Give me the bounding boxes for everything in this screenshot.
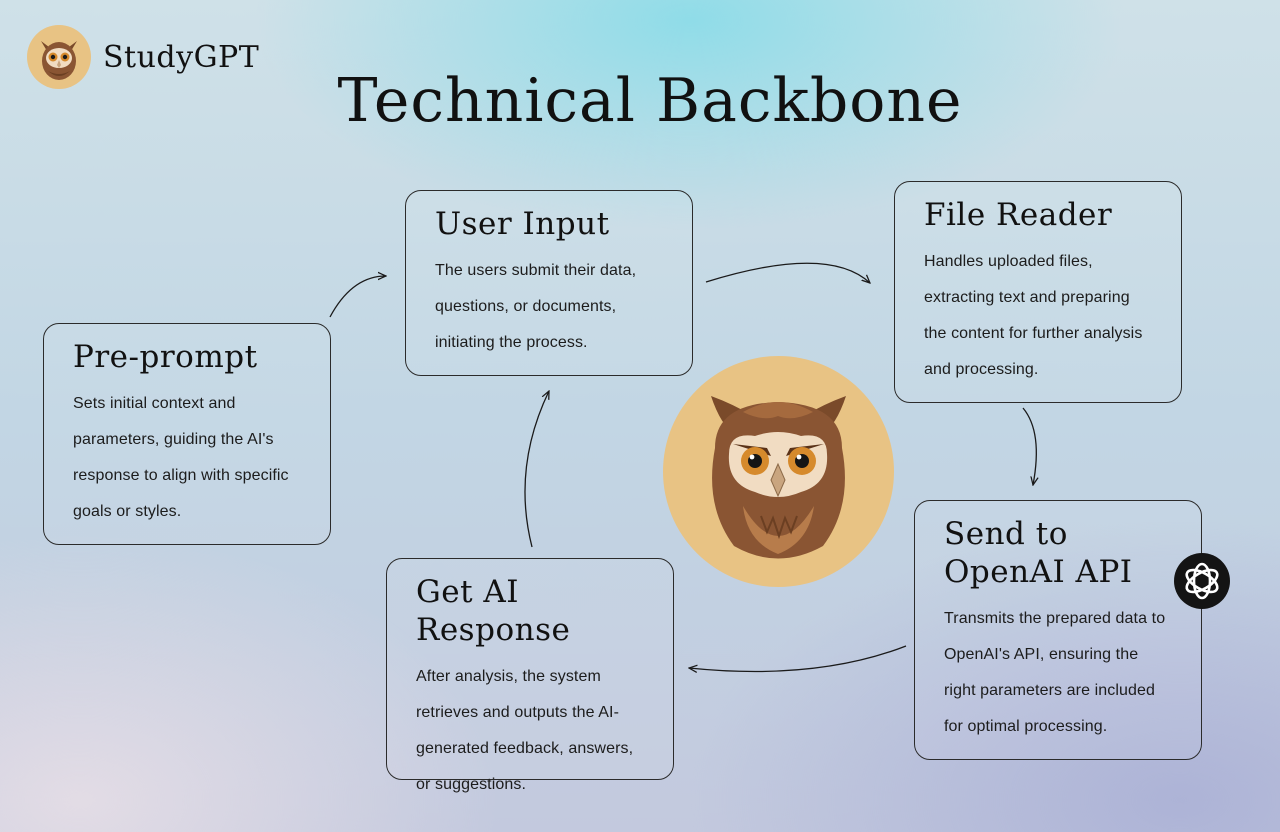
node-user-input [405,190,693,376]
node-title: Pre-prompt [73,339,258,375]
node-description: Handles uploaded files, extracting text and preparing the content for further analysis and processing. [924,253,1143,378]
page-title: Technical Backbone [337,66,963,136]
node-title: Get AI Response [416,574,571,648]
arrow-filereader-to-openai [1023,408,1036,485]
owl-mascot-icon [663,356,894,587]
node-title: User Input [435,206,610,242]
node-description: Transmits the prepared data to OpenAI's API, ensuring the right parameters are included for optimal processing. [944,610,1166,735]
node-get-ai-response [386,558,674,793]
node-description: The users submit their data, questions, or documents, initiating the process. [435,262,637,351]
node-preprompt [43,323,331,545]
node-title: Send to OpenAI API [944,516,1133,590]
node-file-reader [894,181,1182,403]
node-description: Sets initial context and parameters, guiding the AI's response to align with specific goals or styles. [73,395,289,520]
arrow-openai-to-response [689,646,906,672]
arrow-userinput-to-filereader [706,263,870,283]
brand-name: StudyGPT [103,39,260,75]
node-description: After analysis, the system retrieves and outputs the AI-generated feedback, answers, or suggestions. [416,668,634,793]
node-title: File Reader [924,197,1113,233]
arrow-response-to-userinput [525,391,549,547]
arrow-preprompt-to-userinput [330,276,386,317]
node-send-to-openai [914,500,1202,760]
openai-logo-icon [1174,553,1230,609]
